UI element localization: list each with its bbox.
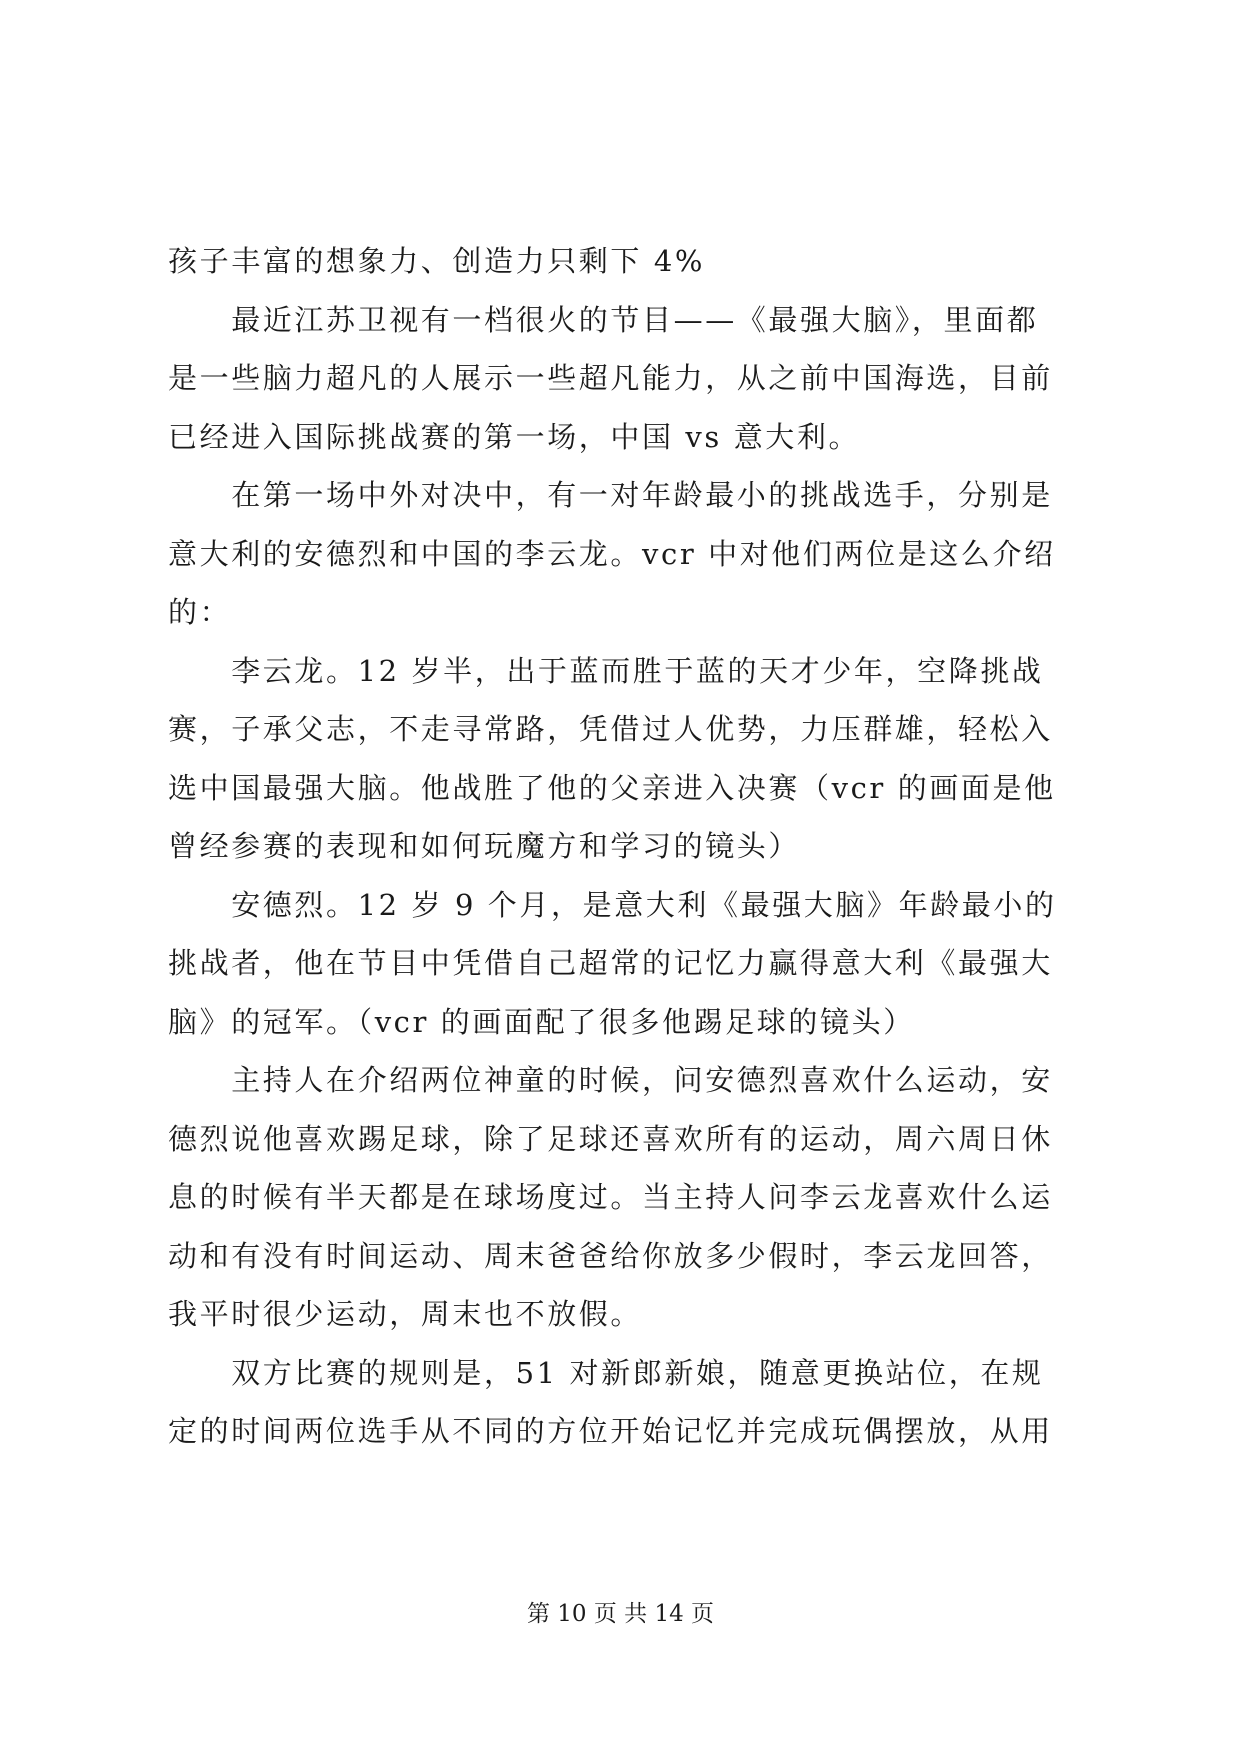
text-line: 选中国最强大脑。他战胜了他的父亲进入决赛（vcr 的画面是他 bbox=[168, 770, 1056, 805]
text-line: 动和有没有时间运动、周末爸爸给你放多少假时，李云龙回答， bbox=[168, 1238, 1053, 1273]
text-line: 双方比赛的规则是，51 对新郎新娘，随意更换站位，在规 bbox=[168, 1355, 1044, 1390]
document-body bbox=[168, 232, 1080, 1461]
text-line: 赛，子承父志，不走寻常路，凭借过人优势，力压群雄，轻松入 bbox=[168, 712, 1053, 746]
text-line: 定的时间两位选手从不同的方位开始记忆并完成玩偶摆放，从用 bbox=[168, 1414, 1053, 1448]
text-line: 我平时很少运动，周末也不放假。 bbox=[168, 1297, 643, 1331]
text-line: 挑战者，他在节目中凭借自己超常的记忆力赢得意大利《最强大 bbox=[168, 946, 1053, 980]
page-number-label: 第 10 页 共 14 页 bbox=[526, 1601, 715, 1627]
page-footer bbox=[0, 1599, 1241, 1629]
text-line: 在第一场中外对决中，有一对年龄最小的挑战选手，分别是 bbox=[168, 478, 1053, 512]
text-line: 李云龙。12 岁半，出于蓝而胜于蓝的天才少年，空降挑战 bbox=[168, 653, 1044, 688]
text-line: 最近江苏卫视有一档很火的节目——《最强大脑》，里面都 bbox=[168, 302, 1039, 337]
text-line: 是一些脑力超凡的人展示一些超凡能力，从之前中国海选，目前 bbox=[168, 361, 1053, 395]
text-line: 脑》的冠军。（vcr 的画面配了很多他踢足球的镜头） bbox=[168, 1004, 915, 1039]
text-line: 曾经参赛的表现和如何玩魔方和学习的镜头） bbox=[168, 829, 801, 863]
text-line: 已经进入国际挑战赛的第一场，中国 vs 意大利。 bbox=[168, 419, 861, 454]
text-line: 孩子丰富的想象力、创造力只剩下 4% bbox=[168, 244, 706, 278]
text-line: 息的时候有半天都是在球场度过。当主持人问李云龙喜欢什么运 bbox=[168, 1180, 1053, 1214]
text-line: 意大利的安德烈和中国的李云龙。vcr 中对他们两位是这么介绍 bbox=[168, 536, 1056, 571]
text-line: 的： bbox=[168, 595, 232, 629]
text-line: 主持人在介绍两位神童的时候，问安德烈喜欢什么运动，安 bbox=[168, 1063, 1053, 1097]
text-line: 德烈说他喜欢踢足球，除了足球还喜欢所有的运动，周六周日休 bbox=[168, 1121, 1053, 1156]
text-line: 安德烈。12 岁 9 个月，是意大利《最强大脑》年龄最小的 bbox=[168, 887, 1057, 922]
